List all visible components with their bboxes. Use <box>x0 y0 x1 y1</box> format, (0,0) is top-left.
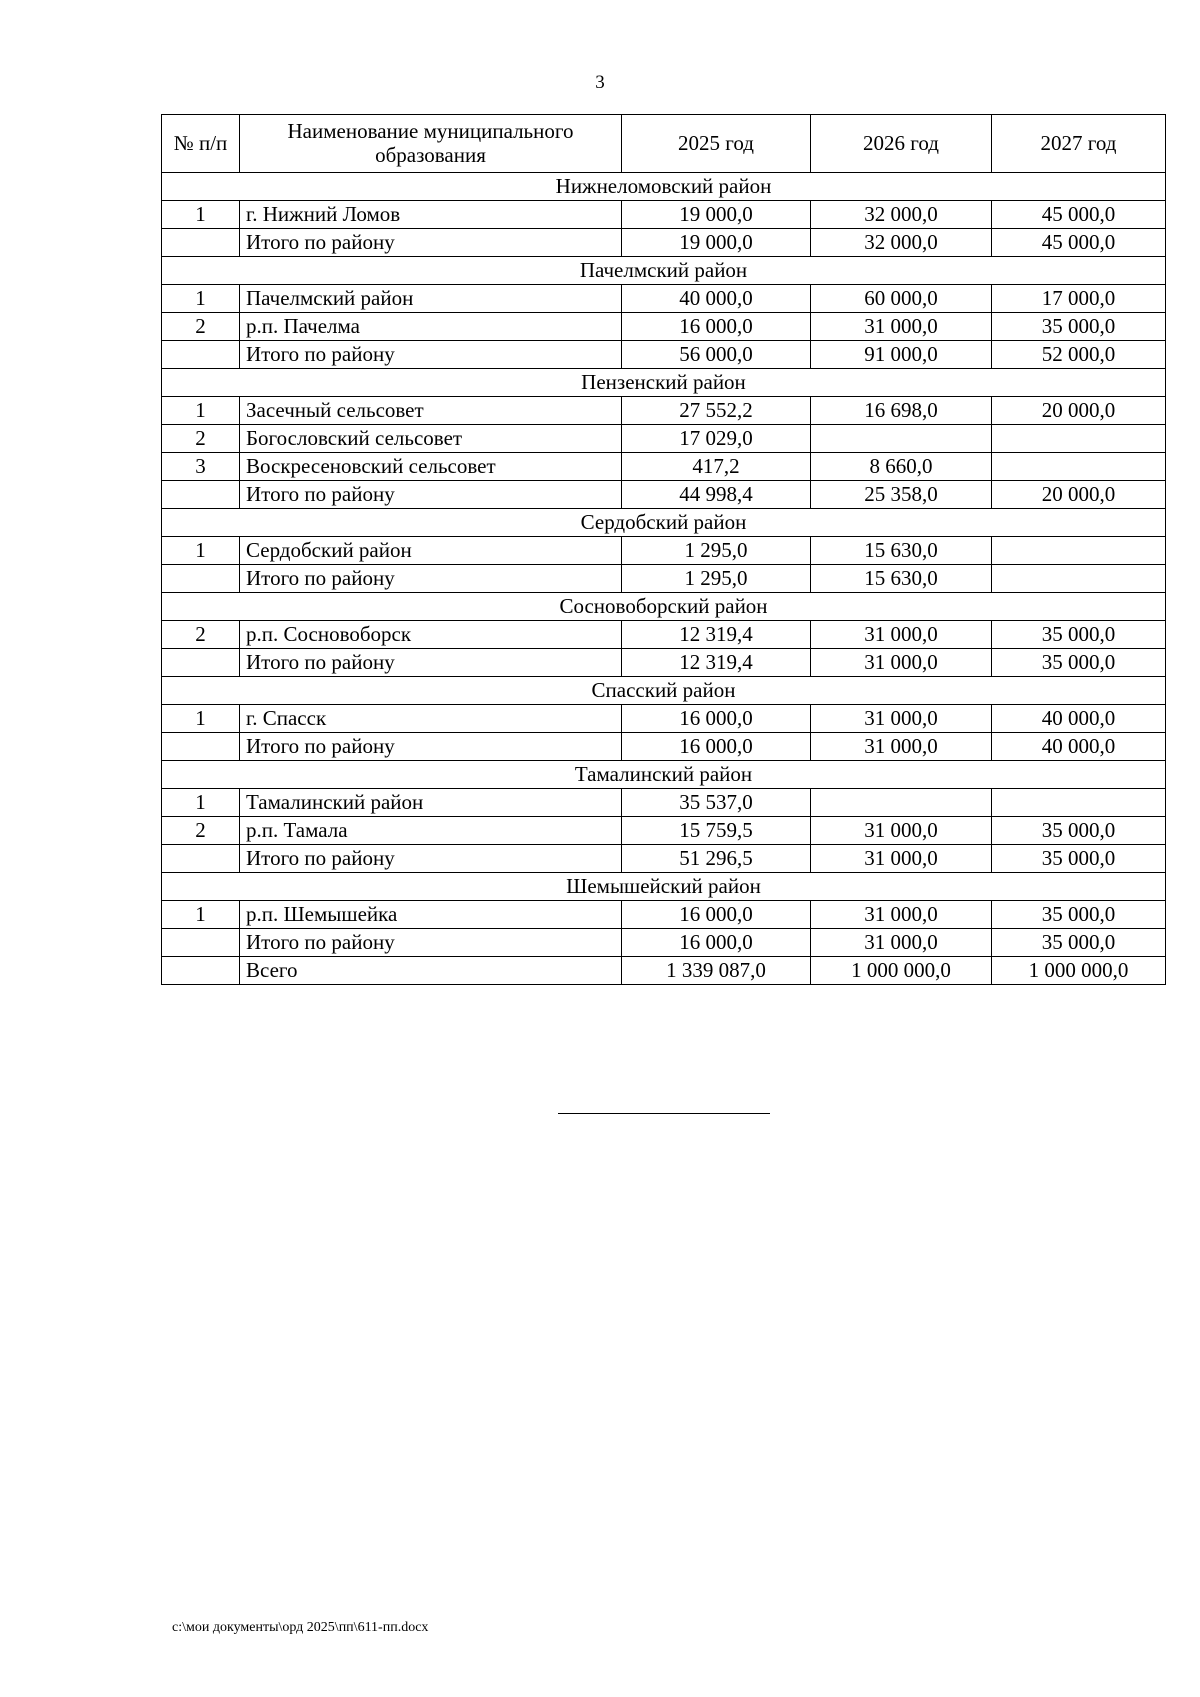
value-2025: 27 552,2 <box>622 397 811 425</box>
allocation-table <box>161 114 1166 985</box>
municipality-name: Пачелмский район <box>240 285 622 313</box>
value-2027 <box>992 537 1166 565</box>
municipality-name: г. Спасск <box>240 705 622 733</box>
table-row <box>162 313 1166 341</box>
value-2027: 20 000,0 <box>992 397 1166 425</box>
value-2026: 31 000,0 <box>811 845 992 873</box>
table-row <box>162 845 1166 873</box>
municipality-name: Воскресеновский сельсовет <box>240 453 622 481</box>
municipality-name: Итого по району <box>240 929 622 957</box>
value-2025: 16 000,0 <box>622 733 811 761</box>
table-row <box>162 481 1166 509</box>
municipality-name: р.п. Тамала <box>240 817 622 845</box>
row-number: 2 <box>162 425 240 453</box>
municipality-name: г. Нижний Ломов <box>240 201 622 229</box>
row-number: 2 <box>162 621 240 649</box>
table-row <box>162 285 1166 313</box>
district-name: Шемышейский район <box>162 873 1166 901</box>
value-2025: 35 537,0 <box>622 789 811 817</box>
value-2026: 32 000,0 <box>811 229 992 257</box>
table-row <box>162 649 1166 677</box>
district-header-row <box>162 257 1166 285</box>
row-number: 2 <box>162 313 240 341</box>
district-header-row <box>162 369 1166 397</box>
value-2026: 15 630,0 <box>811 537 992 565</box>
municipality-name: Итого по району <box>240 733 622 761</box>
row-number <box>162 929 240 957</box>
municipality-name: р.п. Сосновоборск <box>240 621 622 649</box>
district-header-row <box>162 509 1166 537</box>
header-2027: 2027 год <box>992 115 1166 173</box>
district-header-row <box>162 173 1166 201</box>
value-2026: 25 358,0 <box>811 481 992 509</box>
row-number <box>162 957 240 985</box>
value-2025: 1 339 087,0 <box>622 957 811 985</box>
value-2027: 35 000,0 <box>992 649 1166 677</box>
municipality-name: Всего <box>240 957 622 985</box>
value-2025: 51 296,5 <box>622 845 811 873</box>
district-name: Нижнеломовский район <box>162 173 1166 201</box>
value-2026: 31 000,0 <box>811 929 992 957</box>
row-number: 1 <box>162 397 240 425</box>
municipality-name: Богословский сельсовет <box>240 425 622 453</box>
municipality-name: Тамалинский район <box>240 789 622 817</box>
value-2027: 40 000,0 <box>992 733 1166 761</box>
row-number: 1 <box>162 705 240 733</box>
value-2027: 20 000,0 <box>992 481 1166 509</box>
row-number: 1 <box>162 285 240 313</box>
value-2027: 17 000,0 <box>992 285 1166 313</box>
municipality-name: Итого по району <box>240 341 622 369</box>
value-2026: 31 000,0 <box>811 621 992 649</box>
row-number: 3 <box>162 453 240 481</box>
value-2026: 31 000,0 <box>811 901 992 929</box>
table-body <box>162 173 1166 985</box>
table-row <box>162 705 1166 733</box>
value-2025: 19 000,0 <box>622 229 811 257</box>
value-2026: 60 000,0 <box>811 285 992 313</box>
value-2026 <box>811 789 992 817</box>
table-row <box>162 565 1166 593</box>
municipality-name: р.п. Шемышейка <box>240 901 622 929</box>
value-2026: 31 000,0 <box>811 649 992 677</box>
municipality-name: Засечный сельсовет <box>240 397 622 425</box>
table-row <box>162 789 1166 817</box>
table-row <box>162 929 1166 957</box>
value-2026: 15 630,0 <box>811 565 992 593</box>
row-number: 1 <box>162 901 240 929</box>
value-2027: 35 000,0 <box>992 845 1166 873</box>
value-2026: 31 000,0 <box>811 705 992 733</box>
footer-file-path: c:\мои документы\орд 2025\пп\611-пп.docx <box>172 1620 429 1635</box>
value-2027: 40 000,0 <box>992 705 1166 733</box>
value-2027: 1 000 000,0 <box>992 957 1166 985</box>
value-2025: 56 000,0 <box>622 341 811 369</box>
district-header-row <box>162 761 1166 789</box>
value-2026: 31 000,0 <box>811 313 992 341</box>
value-2026: 8 660,0 <box>811 453 992 481</box>
value-2025: 16 000,0 <box>622 705 811 733</box>
value-2027 <box>992 789 1166 817</box>
value-2027: 45 000,0 <box>992 229 1166 257</box>
district-name: Тамалинский район <box>162 761 1166 789</box>
table-row <box>162 397 1166 425</box>
value-2025: 12 319,4 <box>622 649 811 677</box>
value-2027: 45 000,0 <box>992 201 1166 229</box>
row-number <box>162 649 240 677</box>
municipality-name: р.п. Пачелма <box>240 313 622 341</box>
header-2026: 2026 год <box>811 115 992 173</box>
row-number <box>162 481 240 509</box>
value-2025: 16 000,0 <box>622 313 811 341</box>
header-name: Наименование муниципального образования <box>240 115 622 173</box>
value-2026: 1 000 000,0 <box>811 957 992 985</box>
value-2027 <box>992 453 1166 481</box>
table-row <box>162 425 1166 453</box>
grand-total-row <box>162 957 1166 985</box>
header-num: № п/п <box>162 115 240 173</box>
value-2025: 16 000,0 <box>622 901 811 929</box>
value-2026: 31 000,0 <box>811 733 992 761</box>
value-2025: 44 998,4 <box>622 481 811 509</box>
table-row <box>162 229 1166 257</box>
value-2027: 35 000,0 <box>992 817 1166 845</box>
district-name: Сердобский район <box>162 509 1166 537</box>
value-2026 <box>811 425 992 453</box>
value-2025: 417,2 <box>622 453 811 481</box>
value-2025: 19 000,0 <box>622 201 811 229</box>
page-number: 3 <box>595 72 605 93</box>
district-name: Сосновоборский район <box>162 593 1166 621</box>
table-row <box>162 817 1166 845</box>
row-number: 1 <box>162 537 240 565</box>
value-2026: 31 000,0 <box>811 817 992 845</box>
table-row <box>162 733 1166 761</box>
value-2027: 35 000,0 <box>992 313 1166 341</box>
municipality-name: Итого по району <box>240 845 622 873</box>
row-number <box>162 229 240 257</box>
value-2027 <box>992 565 1166 593</box>
table-row <box>162 621 1166 649</box>
table-row <box>162 901 1166 929</box>
row-number <box>162 845 240 873</box>
row-number <box>162 565 240 593</box>
district-name: Спасский район <box>162 677 1166 705</box>
end-divider <box>558 1113 770 1114</box>
value-2026: 91 000,0 <box>811 341 992 369</box>
value-2027: 35 000,0 <box>992 929 1166 957</box>
table-row <box>162 341 1166 369</box>
value-2025: 12 319,4 <box>622 621 811 649</box>
municipality-name: Сердобский район <box>240 537 622 565</box>
value-2025: 1 295,0 <box>622 565 811 593</box>
value-2026: 32 000,0 <box>811 201 992 229</box>
row-number <box>162 341 240 369</box>
value-2025: 15 759,5 <box>622 817 811 845</box>
district-header-row <box>162 593 1166 621</box>
row-number: 1 <box>162 201 240 229</box>
value-2027: 35 000,0 <box>992 621 1166 649</box>
municipality-name: Итого по району <box>240 565 622 593</box>
value-2027: 35 000,0 <box>992 901 1166 929</box>
value-2027: 52 000,0 <box>992 341 1166 369</box>
header-2025: 2025 год <box>622 115 811 173</box>
value-2025: 16 000,0 <box>622 929 811 957</box>
value-2025: 17 029,0 <box>622 425 811 453</box>
district-name: Пачелмский район <box>162 257 1166 285</box>
table-row <box>162 201 1166 229</box>
value-2025: 1 295,0 <box>622 537 811 565</box>
municipality-name: Итого по району <box>240 481 622 509</box>
table-row <box>162 537 1166 565</box>
district-header-row <box>162 873 1166 901</box>
table-row <box>162 453 1166 481</box>
table-header-row <box>162 115 1166 173</box>
municipality-name: Итого по району <box>240 229 622 257</box>
value-2027 <box>992 425 1166 453</box>
row-number: 2 <box>162 817 240 845</box>
district-name: Пензенский район <box>162 369 1166 397</box>
value-2026: 16 698,0 <box>811 397 992 425</box>
value-2025: 40 000,0 <box>622 285 811 313</box>
row-number: 1 <box>162 789 240 817</box>
municipality-name: Итого по району <box>240 649 622 677</box>
row-number <box>162 733 240 761</box>
district-header-row <box>162 677 1166 705</box>
